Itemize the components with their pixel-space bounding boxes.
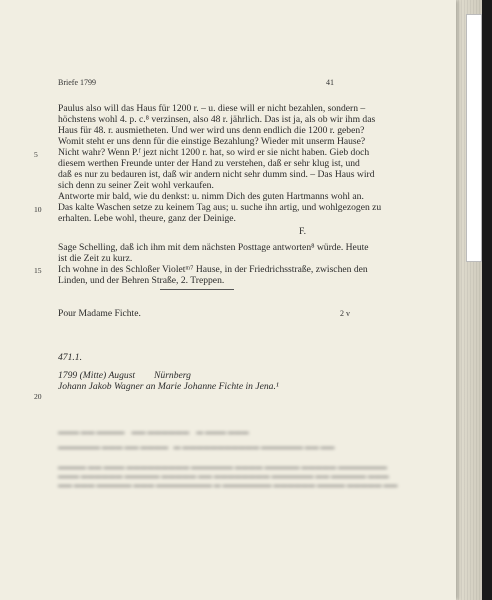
body-line: höchstens wohl 4. p. c.⁸ verzinsen, also 48 r. jährlich. Das ist ja, als ob wir ihm das: [58, 114, 376, 125]
line-number: 5: [34, 150, 38, 159]
postscript-line: Sage Schelling, daß ich ihm mit dem nächsten Posttage antworten⁸ würde. Heute: [58, 242, 369, 253]
body-line: Nicht wahr? Wenn P.ᶠ jezt nicht 1200 r. hat, so wird er sie nicht haben. Gieb doch: [58, 147, 370, 158]
body-line: Womit steht er uns denn für die einstige Bezahlung? Wieder mit unserm Hause?: [58, 136, 366, 147]
body-line: Das kalte Waschen setze zu keinem Tag aus; u. suche ihn artig, und wohlgezogen zu: [58, 202, 382, 213]
letter-date: 1799 (Mitte) August: [58, 370, 136, 381]
marginal-note: 2 v: [340, 309, 350, 318]
page-number: 41: [326, 78, 334, 87]
running-header: Briefe 1799: [58, 78, 96, 87]
body-line: Paulus also will das Haus für 1200 r. – u. diese will er nicht bezahlen, sondern –: [58, 103, 366, 114]
body-line: Haus für 48. r. ausmietheten. Und wer wird uns denn endlich die 1200 r. geben?: [58, 125, 365, 136]
body-line: diesem werthen Freunde unter der Hand zu verstehen, daß er sehr klug ist, und: [58, 158, 360, 169]
letter-place: Nürnberg: [154, 370, 191, 381]
line-number: 15: [34, 266, 42, 275]
body-line: sich denn zu seiner Zeit wohl verkaufen.: [58, 180, 214, 191]
postscript-line: ist die Zeit zu kurz.: [58, 253, 133, 264]
line-number: 20: [34, 392, 42, 401]
line-number: 10: [34, 205, 42, 214]
body-line: erhalten. Lebe wohl, theure, ganz der Deinige.: [58, 213, 236, 224]
calibration-strip: [466, 14, 482, 262]
postscript-line: Ich wohne in des Schloßer Violetᵐ⁷ Hause, in der Friedrichsstraße, zwischen den: [58, 264, 368, 275]
postscript-line: Linden, und der Behren Straße, 2. Treppen.: [58, 275, 225, 286]
address-line: Pour Madame Fichte.: [58, 308, 141, 319]
body-line: Antworte mir bald, wie du denkst: u. nimm Dich des guten Hartmanns wohl an.: [58, 191, 364, 202]
letter-heading: Johann Jakob Wagner an Marie Johanne Fichte in Jena.¹: [58, 381, 279, 392]
book-page: Briefe 1799 41 Paulus also will das Haus für 1200 r. – u. diese will er nicht bezahlen, sondern – höchstens wohl 4. p. c.⁸ verzinsen, also 48 r. jährlich. Das ist ja, als ob wir ihm das Haus für 48. r. ausmietheten. Und wer wird uns denn endlich die 1200 r. geben? Womit steht er uns denn für die einstige Bezahlung? Wieder mit unserm Hause? Nicht wahr? Wenn P.ᶠ jezt nicht 1200 r. hat, so wird er sie nicht haben. Gieb doch diesem werthen Freunde unter der Hand zu verstehen, daß er sehr klug ist, und daß es nur zu bedauren ist, daß wir andern nicht sehr dumm sind. – Das Haus wird sich denn zu seiner Zeit wohl verkaufen. Antworte mir bald, wie du denkst: u. nimm Dich des guten Hartmanns wohl an. Das kalte Waschen setze zu keinem Tag aus; u. suche ihn artig, und wohlgezogen zu erhalten. Lebe wohl, theure, ganz der Deinige. F. Sage Schelling, daß ich ihm mit dem nächsten Posttage antworten⁸ würde. Heute ist die Zeit zu kurz. Ich wohne in des Schloßer Violetᵐ⁷ Hause, in der Friedrichsstraße, zwischen den Linden, und der Behren Straße, 2. Treppen. 5 10 15 20 Pour Madame Fichte. 2 v 471.1. 1799 (Mitte) August Nürnberg Johann Jakob Wagner an Marie Johanne Fichte in Jena.¹ ▬▬▬ ▬▬ ▬▬▬▬ ▬▬ ▬▬▬▬▬▬ ▬ ▬▬▬ ▬▬▬ ▬▬▬▬▬▬ ▬▬▬ ▬▬ ▬▬▬▬ ▬ ▬▬▬▬▬▬▬▬▬▬▬ ▬▬▬▬▬▬ ▬▬ ▬▬ ▬▬▬▬ ▬▬ ▬▬▬ ▬▬▬▬▬▬▬▬▬ ▬▬▬▬▬▬ ▬▬▬▬ ▬▬▬▬▬ ▬▬▬▬▬ ▬▬▬▬▬▬▬ ▬▬▬ ▬▬▬▬▬▬ ▬▬▬▬▬ ▬▬▬▬▬ ▬▬ ▬▬▬▬▬▬▬▬ ▬▬▬▬▬▬ ▬▬ ▬▬▬▬▬ ▬▬▬ ▬▬ ▬▬▬ ▬▬▬▬▬ ▬▬▬ ▬▬▬▬▬▬▬▬ ▬ ▬▬▬▬▬▬▬ ▬▬▬▬▬▬ ▬▬▬▬ ▬▬▬▬▬ ▬▬: [0, 0, 456, 600]
section-rule: [160, 289, 234, 290]
letter-number: 471.1.: [58, 352, 82, 363]
body-line: daß es nur zu bedauren ist, daß wir andern nicht sehr dumm sind. – Das Haus wird: [58, 169, 375, 180]
signature: F.: [299, 226, 306, 237]
